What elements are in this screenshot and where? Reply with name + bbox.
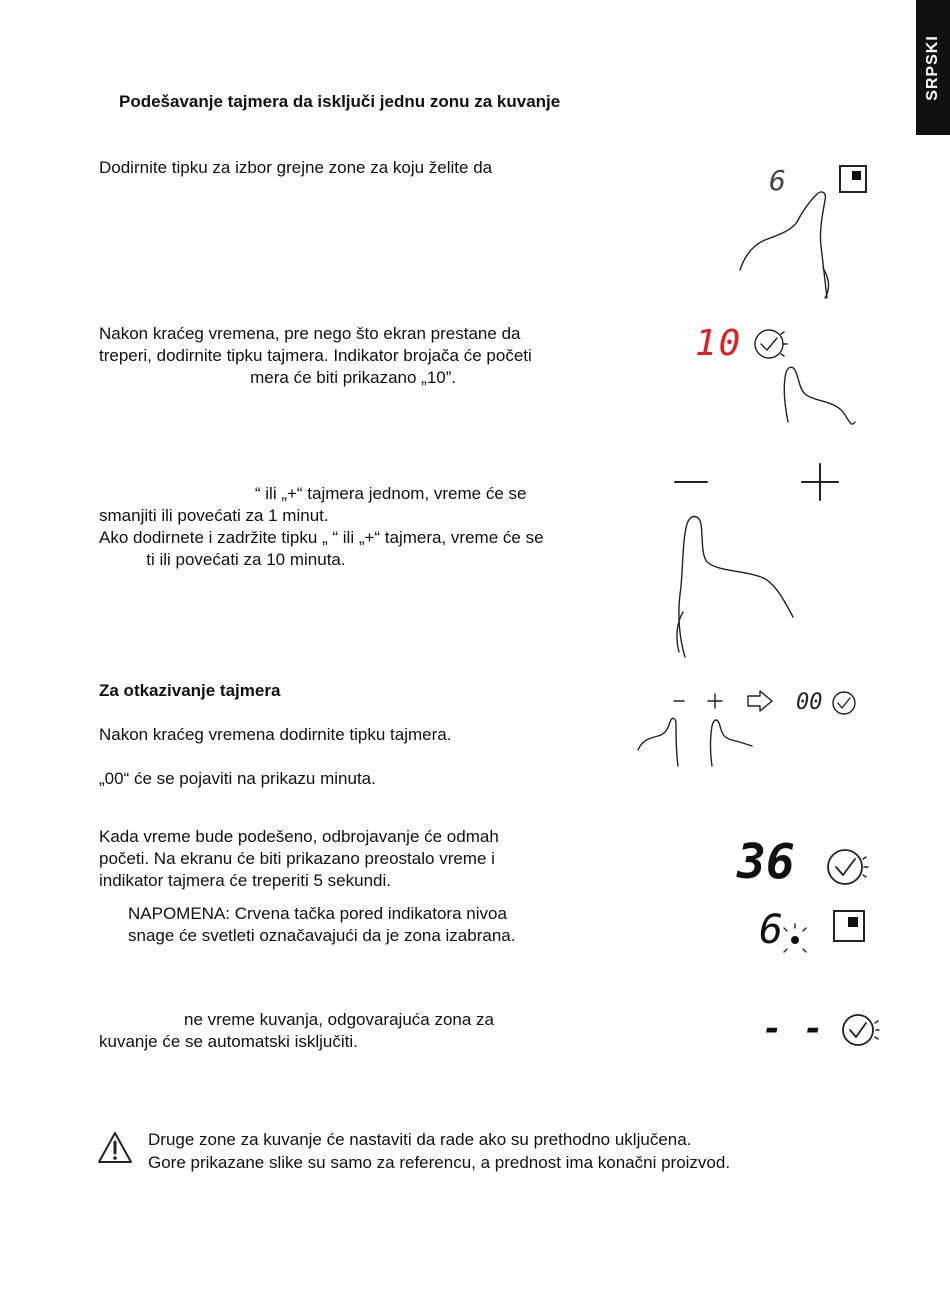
step-auto-off-text: ne vreme kuvanja, odgovarajuća zona za kuvanje će se automatski isključiti. xyxy=(99,1010,494,1051)
level-display: 6 xyxy=(769,164,786,197)
step-countdown-illustration xyxy=(735,835,875,960)
language-tab-label: SRPSKI xyxy=(924,34,941,101)
step-select-zone-text: Dodirnite tipku za izbor grejne zone za koju želite da xyxy=(99,158,493,177)
zone-select-key-icon xyxy=(833,910,865,942)
step-adjust-time-text: “ ili „+“ tajmera jednom, vreme će se smanjiti ili povećati za 1 minut. Ako dodirnete i zadržite tipku „ “ ili „+“ tajmera, vreme će se ti ili povećati za 10 minuta. xyxy=(99,484,544,569)
timer-icon xyxy=(760,1010,880,1050)
warning-line-2: Gore prikazane slike su samo za referencu, a prednost ima konačni proizvod. xyxy=(148,1153,731,1172)
step-select-zone-illustration xyxy=(735,160,885,305)
level-display-selected: 6 xyxy=(759,907,784,953)
minus-plus-arrow-icon xyxy=(636,688,866,770)
cancel-timer-line-2: „00“ će se pojaviti na prikazu minuta. xyxy=(99,769,376,788)
minus-plus-keys-with-finger xyxy=(665,462,850,662)
timer-icon-with-finger xyxy=(693,322,863,427)
timer-display-red: 10 xyxy=(695,323,743,364)
zero-display: 00 xyxy=(796,690,823,715)
finger-icon xyxy=(735,160,885,305)
cancel-timer-illustration xyxy=(636,688,866,770)
warning-icon xyxy=(97,1131,133,1165)
remaining-time-display: 36 xyxy=(737,834,795,890)
off-display: - - xyxy=(762,1009,824,1049)
warning-line-1: Druge zone za kuvanje će nastaviti da rade ako su prethodno uključena. xyxy=(148,1130,692,1149)
step-timer-touch-illustration xyxy=(693,322,863,427)
step-timer-touch-text: Nakon kraćeg vremena, pre nego što ekran prestane da treperi, dodirnite tipku tajmera. Indikator brojača će početi mera će biti prikazano „10”. xyxy=(99,324,532,387)
cancel-timer-heading: Za otkazivanje tajmera xyxy=(99,681,281,700)
language-tab xyxy=(916,0,950,135)
cancel-timer-line-1: Nakon kraćeg vremena dodirnite tipku tajmera. xyxy=(99,725,452,744)
note-text: NAPOMENA: Crvena tačka pored indikatora nivoa snage će svetleti označavajući da je zona izabrana. xyxy=(128,904,516,945)
step-auto-off-illustration xyxy=(760,1010,880,1050)
page-title: Podešavanje tajmera da isključi jednu zonu za kuvanje xyxy=(119,92,561,111)
step-countdown-text: Kada vreme bude podešeno, odbrojavanje će odmah početi. Na ekranu će biti prikazano preostalo vreme i indikator tajmera će treperiti 5 sekundi. xyxy=(99,827,499,890)
step-adjust-time-illustration xyxy=(665,462,850,662)
